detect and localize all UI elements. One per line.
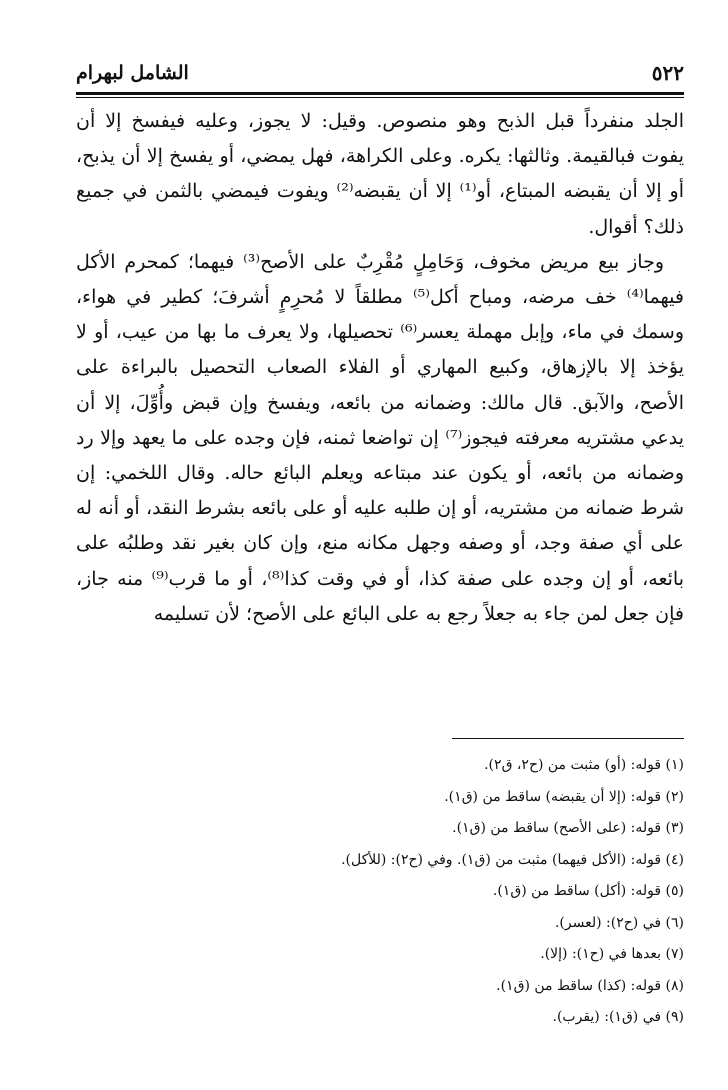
header-rule bbox=[76, 92, 684, 95]
footnote: (٦) في (ح٢): (لعسر). bbox=[554, 914, 684, 931]
footnote: (٢) قوله: (إلا أن يقبضه) ساقط من (ق١). bbox=[444, 788, 684, 805]
footnote: (٨) قوله: (كذا) ساقط من (ق١). bbox=[496, 977, 684, 994]
footnote: (٤) قوله: (الأكل فيهما) مثبت من (ق١). وفي (ح٢): (للأكل). bbox=[341, 851, 684, 868]
footnote: (٧) بعدها في (ح١): (إلا). bbox=[540, 946, 684, 962]
footnote: (١) قوله: (أو) مثبت من (ح٢، ق٢). bbox=[484, 757, 684, 773]
footnote-separator bbox=[452, 738, 684, 739]
paragraph: الجلد منفرداً قبل الذبح وهو منصوص. وقيل: لا يجوز، وعليه فيفسخ إلا أن يفوت فبالقيمة. وثالثها: يكره. وعلى الكراهة، فهل يمضي، أو يفسخ إلا أن يذبح، أو إلا أن يقبضه المبتاع، أو⁽¹⁾ إلا أن يقبضه⁽²⁾ ويفوت فيمضي بالثمن في جميع ذلك؟ أقوال. bbox=[76, 110, 684, 238]
footnote: (٥) قوله: (أكل) ساقط من (ق١). bbox=[492, 883, 684, 899]
page-header bbox=[76, 56, 684, 90]
running-title: الشامل لبهرام bbox=[76, 62, 189, 84]
footnote: (٩) في (ق١): (يقرب). bbox=[552, 1009, 684, 1025]
footnote: (٣) قوله: (على الأصح) ساقط من (ق١). bbox=[452, 820, 684, 836]
page-number: ٥٢٢ bbox=[651, 61, 684, 85]
main-text bbox=[76, 104, 684, 632]
header-rule-thin bbox=[76, 97, 684, 98]
paragraph: وجاز بيع مريض مخوف، وَحَامِلٍ مُقْرِبٌ على الأصح⁽³⁾ فيهما؛ كمحرم الأكل فيهما⁽⁴⁾ خف مرضه، ومباح أكل⁽⁵⁾ مطلقاً لا مُحرِمٍ أشرفَ؛ كطير في هواء، وسمك في ماء، وإبل مهملة يعسر⁽⁶⁾ تحصيلها، ولا يعرف ما بها من عيب، أو لا يؤخذ إلا بالإزهاق، وكبيع المهاري أو الفلاء الصعاب التحصيل بالبراءة على الأصح، والآبق. قال مالك: وضمانه من بائعه، ويفسخ وإن قبض وأُوِّلَ، إلا أن يدعي مشتريه معرفته فيجوز⁽⁷⁾ إن تواضعا ثمنه، فإن وجده على ما يعهد وإلا رد وضمانه من بائعه، أو يكون عند مبتاعه ويعلم البائع حاله. وقال اللخمي: إن شرط ضمانه من مشتريه، أو إن طلبه عليه أو على بائعه بشرط النقد، أو أنه له على أي صفة وجد، أو وصفه وجهل مكانه منع، وإن كان بغير نقد وطلبُه على بائعه، أو إن وجده على صفة كذا، أو في وقت كذا⁽⁸⁾، أو ما قرب⁽⁹⁾ منه جاز، فإن جعل لمن جاء به جعلاً رجع به على البائع على الأصح؛ لأن تسليمه bbox=[76, 250, 685, 625]
footnotes bbox=[76, 750, 684, 1034]
